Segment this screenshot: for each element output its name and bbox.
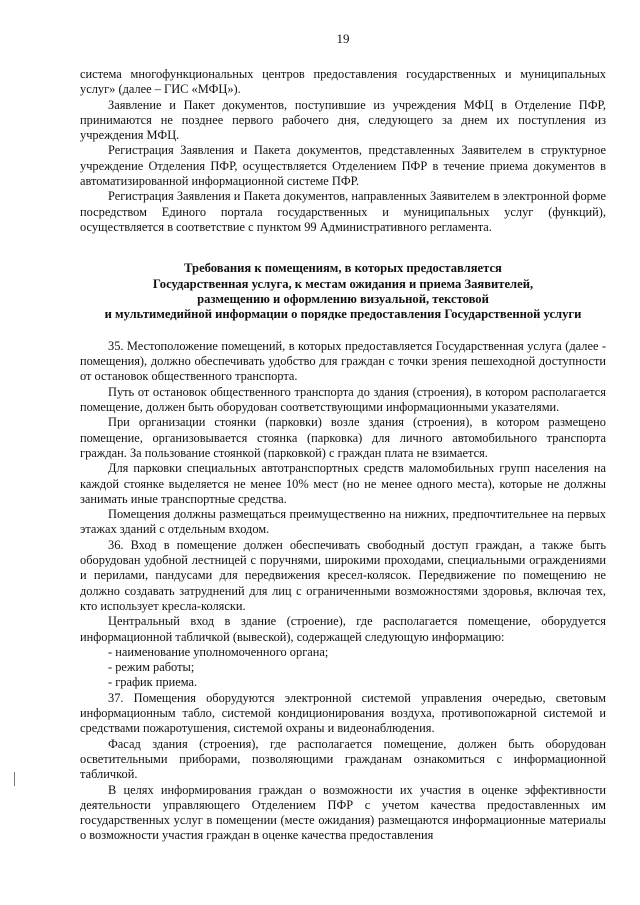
paragraph: 35. Местоположение помещений, в которых предоставляется Государственная услуга (далее - помещения), должно обеспечивать удобство для граждан с точки зрения пешеходной доступности от остановок общественного транспорта. [80, 338, 606, 384]
paragraph: Для парковки специальных автотранспортных средств маломобильных групп населения на каждой стоянке выделяется не менее 10% мест (но не менее одного места), которые не должны занимать иные транспортные средства. [80, 461, 606, 506]
paragraph: Помещения должны размещаться преимущественно на нижних, предпочтительнее на первых этажах зданий с отдельным входом. [80, 507, 606, 537]
paragraph: Заявление и Пакет документов, поступившие из учреждения МФЦ в Отделение ПФР, принимаются не позднее первого рабочего дня, следующего за днем их поступления из учреждения МФЦ. [80, 97, 606, 143]
heading-line: размещению и оформлению визуальной, текстовой [197, 292, 489, 307]
heading-line: Государственная услуга, к местам ожидания и приема Заявителей, [152, 276, 534, 291]
heading-line: Требования к помещениям, в которых предоставляется [184, 261, 502, 276]
heading-line: и мультимедийной информации о порядке предоставления Государственной услуги [104, 307, 582, 322]
list-item: - режим работы; [108, 660, 195, 675]
list-item: - график приема. [108, 675, 198, 690]
section-heading [80, 261, 606, 323]
paragraph: Путь от остановок общественного транспорта до здания (строения), в котором располагается помещение, должен быть оборудован соответствующими информационными указателями. [80, 384, 606, 415]
list-item: - наименование уполномоченного органа; [108, 644, 329, 659]
paragraph: Фасад здания (строения), где располагается помещение, должен быть оборудован осветительными приборами, позволяющими гражданам ознакомиться с информационной табличкой. [80, 736, 606, 782]
page-number: 19 [336, 31, 350, 46]
paragraph: 36. Вход в помещение должен обеспечивать свободный доступ граждан, а также быть оборудован удобной лестницей с поручнями, широкими проходами, специальными ограждениями и перилами, пандусами для передвижения кресел-колясок. Передвижение по помещению не должно создавать затруднений для лиц с ограниченными возможностями здоровья, включая тех, кто использует кресла-коляски. [80, 537, 606, 613]
paragraph: Регистрация Заявления и Пакета документов, представленных Заявителем в структурное учреждение Отделения ПФР, осуществляется Отделением ПФР в течение приема документов в автоматизированной информационной системе ПФР. [80, 143, 606, 189]
paragraph: Регистрация Заявления и Пакета документов, направленных Заявителем в электронной форме посредством Единого портала государственных и муниципальных услуг (функций), осуществляется в соответствие с пунктом 99 Административного регламента. [80, 189, 606, 234]
scan-margin-mark [14, 772, 15, 786]
paragraph: В целях информирования граждан о возможности их участия в оценке эффективности деятельности управляющего Отделением ПФР с учетом качества предоставленных им государственных услуг в помещении (месте ожидания) размещаются информационные материалы о возможности участия граждан в оценке качества предоставления [80, 782, 606, 843]
paragraph: 37. Помещения оборудуются электронной системой управления очередью, световым информационным табло, системой кондиционирования воздуха, противопожарной системой и средствами пожаротушения, системой охраны и видеонаблюдения. [80, 690, 606, 736]
document-body [80, 67, 606, 844]
paragraph: система многофункциональных центров предоставления государственных и муниципальных услуг» (далее – ГИС «МФЦ»). [80, 67, 606, 97]
paragraph: При организации стоянки (парковки) возле здания (строения), в котором размещено помещение, организовывается стоянка (парковка) для личного автомобильного транспорта граждан. За пользование стоянкой (парковкой) с граждан плата не взимается. [80, 415, 606, 460]
paragraph: Центральный вход в здание (строение), где располагается помещение, оборудуется информационной табличкой (вывеской), содержащей следующую информацию: [80, 614, 606, 644]
